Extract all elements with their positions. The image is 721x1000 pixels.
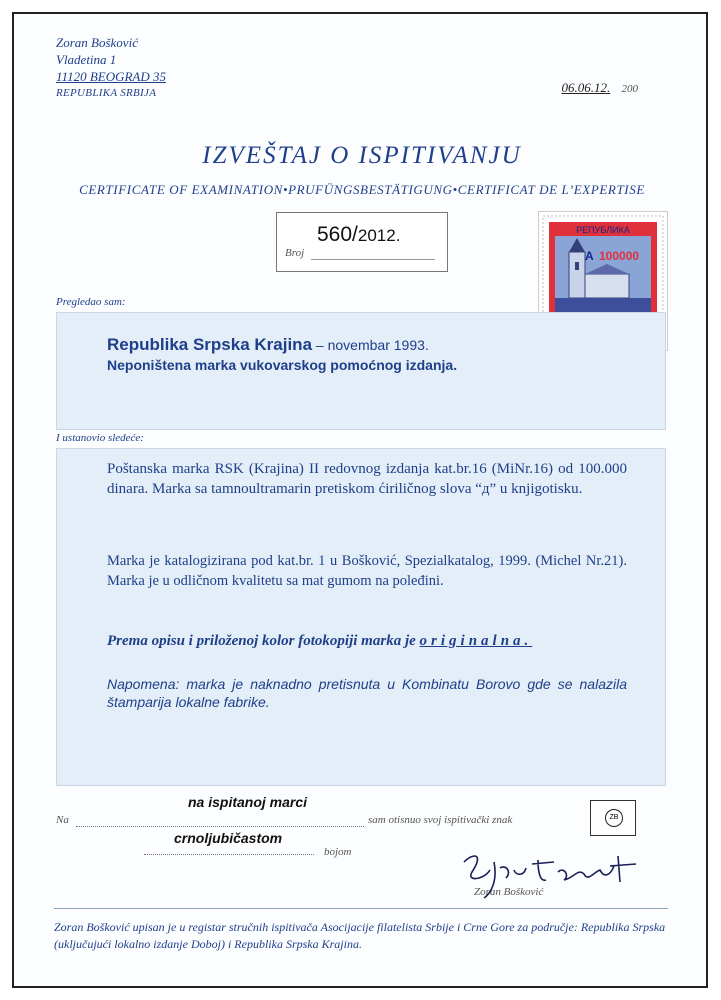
findings-note: Napomena: marka je naknadno pretisnuta u Kombinatu Borovo gde se nalazila štamparija lokalne fabrike.: [107, 676, 627, 710]
na-label: Na: [56, 814, 69, 826]
signer-name: Zoran Bošković: [474, 886, 544, 898]
sender-address: [56, 34, 166, 102]
stamp-letter: A: [585, 249, 594, 263]
examined-country: Republika Srpska Krajina: [107, 335, 313, 354]
color-label: bojom: [324, 846, 352, 858]
section1-label: Pregledao sam:: [56, 296, 126, 308]
findings-paragraph-2: Marka je katalogizirana pod kat.br. 1 u Bošković, Spezialkatalog, 1999. (Michel Nr.21). Marka je u odličnom kvalitetu sa mat gumom na poleđini.: [107, 553, 627, 589]
certificate-number: [317, 223, 400, 247]
certificate-page: [12, 12, 708, 988]
sender-name: Zoran Bošković: [56, 35, 138, 50]
stamp-top-text: РЕПУБЛИКА: [576, 225, 630, 235]
number-label: Broj: [285, 247, 305, 259]
sender-street: Vladetina 1: [56, 52, 117, 67]
footer-text: Zoran Bošković upisan je u registar stručnih ispitivača Asocijacije filatelista Srbije i Crne Gore za područje: Republika Srpska (uključujući lokalno izdanje Doboj) i Republika Srpska Krajina.: [54, 920, 666, 951]
date-value: 06.06.12.: [561, 80, 611, 95]
number-year: 2012.: [357, 226, 401, 245]
findings-paragraph-1: Poštanska marka RSK (Krajina) II redovnog izdanja kat.br.16 (MiNr.16) od 100.000 dinara. Marka sa tamnoultramarin pretiskom ćiriličnog slova “д” u knjigotisku.: [107, 461, 627, 497]
signature-drawing: [454, 842, 654, 912]
date-year-prefix: 200: [621, 83, 638, 95]
color-line: [144, 854, 314, 855]
stamp-denomination: 100000: [599, 249, 640, 263]
page-title: IZVEŠTAJ O ISPITIVANJU: [202, 142, 522, 169]
findings-verdict: [107, 631, 627, 651]
color-value: crnoljubičastom: [174, 830, 283, 846]
verdict-prefix: Prema opisu i priloženoj kolor fotokopiji marka je: [107, 633, 420, 649]
certificate-number-box: [276, 212, 448, 272]
sender-country: REPUBLIKA SRBIJA: [56, 87, 157, 99]
seal-box: [590, 800, 636, 836]
examined-item-title: [107, 335, 429, 355]
seal-icon: ZB: [605, 809, 623, 827]
footer-divider: [54, 908, 668, 909]
mark-label: sam otisnuo svoj ispitivački znak: [368, 814, 513, 826]
na-value: na ispitanoj marci: [188, 794, 308, 810]
examined-date: – novembar 1993.: [312, 337, 429, 353]
sender-city: 11120 BEOGRAD 35: [56, 69, 166, 84]
number-value: 560/: [317, 223, 358, 246]
signature: [454, 842, 654, 912]
section2-label: I ustanovio sledeće:: [56, 432, 144, 444]
na-line: [76, 826, 364, 827]
verdict-result: originalna.: [419, 633, 533, 649]
issue-date: [562, 80, 639, 96]
examined-item-description: Neponištena marka vukovarskog pomoćnog izdanja.: [107, 357, 458, 373]
number-underline: [311, 259, 435, 260]
page-subtitle: CERTIFICATE OF EXAMINATION•PRUFÜNGSBESTÄTIGUNG•CERTIFICAT DE L’EXPERTISE: [79, 182, 645, 197]
findings-box: [56, 448, 666, 786]
examined-item-box: [56, 312, 666, 430]
